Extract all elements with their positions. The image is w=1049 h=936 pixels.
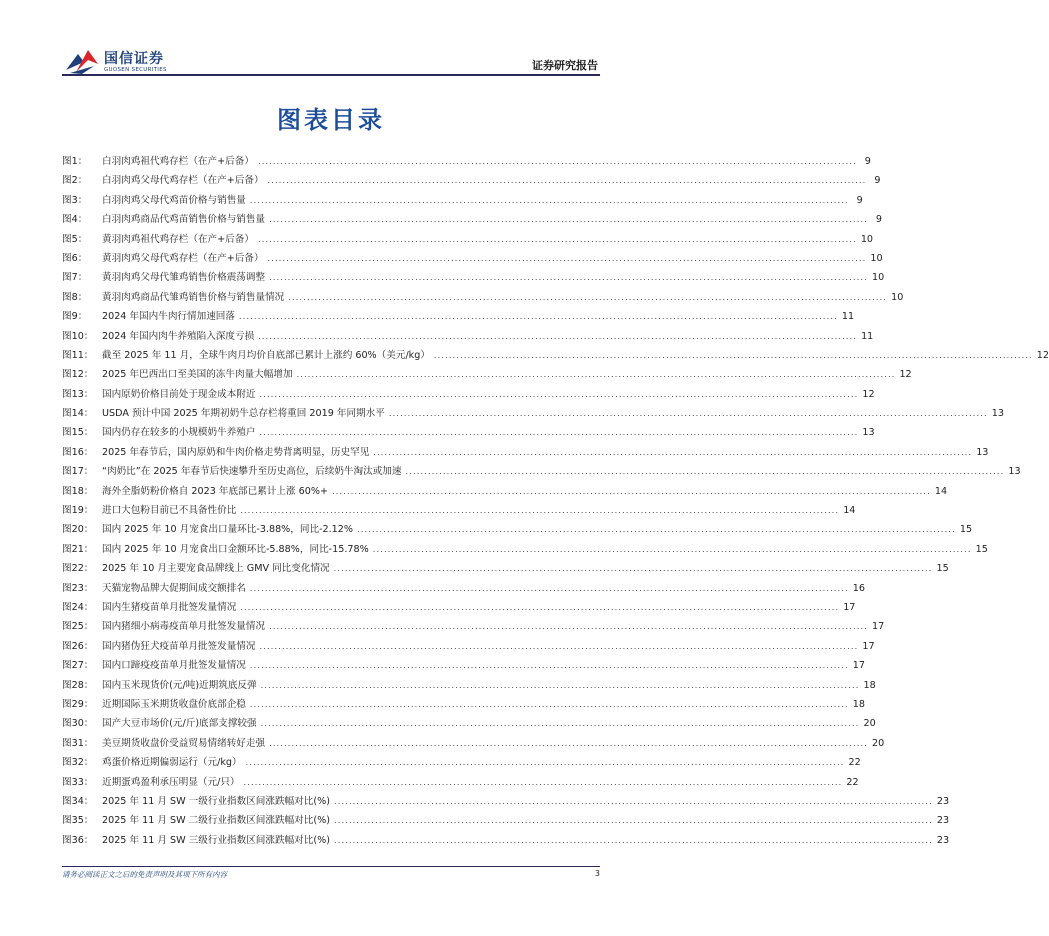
toc-entry[interactable] bbox=[62, 541, 988, 560]
figure-number: 图4： bbox=[62, 214, 88, 226]
figure-caption: 国内 2025 年 10 月宠食出口金额环比-5.88%，同比-15.78% bbox=[102, 543, 369, 555]
figure-caption: 2025 年 11 月 SW 二级行业指数区间涨跌幅对比(%) bbox=[102, 815, 330, 827]
dot-leader: ................................................................................................................................................................ bbox=[373, 447, 973, 457]
dot-leader: ................................................................................................................................................................ bbox=[333, 796, 933, 806]
figure-page-number: 16 bbox=[852, 582, 865, 594]
dot-leader: ................................................................................................................................................................ bbox=[249, 661, 849, 671]
dot-leader: ................................................................................................................................................................ bbox=[249, 195, 849, 205]
figure-page-number: 17 bbox=[871, 621, 885, 633]
figure-number: 图21： bbox=[62, 543, 94, 555]
toc-entry[interactable] bbox=[62, 483, 948, 502]
toc-entry[interactable] bbox=[62, 696, 865, 715]
figure-page-number: 18 bbox=[852, 698, 865, 710]
figure-page-number: 14 bbox=[843, 505, 856, 517]
figure-number: 图17： bbox=[62, 466, 94, 478]
figure-number: 图8： bbox=[62, 291, 88, 303]
toc-entry[interactable] bbox=[62, 366, 912, 385]
toc-entry[interactable] bbox=[62, 328, 874, 347]
toc-entry[interactable] bbox=[62, 153, 871, 172]
toc-entry[interactable] bbox=[62, 269, 885, 288]
dot-leader: ................................................................................................................................................................ bbox=[333, 564, 933, 574]
figure-caption: 国内生猪疫苗单月批签发量情况 bbox=[102, 601, 237, 613]
figure-caption: 2025 年巴西出口至美国的冻牛肉量大幅增加 bbox=[102, 369, 293, 381]
figure-caption: USDA 预计中国 2025 年期初奶牛总存栏将重回 2019 年同期水平 bbox=[102, 408, 385, 420]
dot-leader: ................................................................................................................................................................ bbox=[249, 699, 849, 709]
toc-entry[interactable] bbox=[62, 347, 1049, 366]
figure-caption: 2025 年春节后，国内原奶和牛肉价格走势背离明显，历史罕见 bbox=[102, 446, 370, 458]
toc-entry[interactable] bbox=[62, 444, 989, 463]
toc-entry[interactable] bbox=[62, 677, 876, 696]
figure-page-number: 18 bbox=[863, 679, 876, 691]
figure-caption: 国内 2025 年 10 月宠食出口量环比-3.88%，同比-2.12% bbox=[102, 524, 354, 536]
figure-page-number: 9 bbox=[864, 156, 871, 167]
dot-leader: ................................................................................................................................................................ bbox=[260, 680, 860, 690]
figure-caption: 国产大豆市场价(元/斤)底部支撑较强 bbox=[102, 718, 257, 730]
figure-page-number: 13 bbox=[976, 446, 989, 458]
toc-entry[interactable] bbox=[62, 405, 1004, 424]
dot-leader: ................................................................................................................................................................ bbox=[269, 738, 868, 748]
figure-page-number: 23 bbox=[936, 834, 950, 846]
figure-number: 图24： bbox=[62, 601, 94, 613]
figure-number: 图35： bbox=[62, 815, 94, 827]
figure-page-number: 11 bbox=[861, 330, 874, 342]
dot-leader: ................................................................................................................................................................ bbox=[288, 292, 888, 302]
figure-caption: 美豆期货收盘价受益贸易情绪转好走强 bbox=[102, 737, 266, 749]
dot-leader: ................................................................................................................................................................ bbox=[333, 816, 933, 826]
figure-number: 图2： bbox=[62, 175, 88, 187]
figure-page-number: 10 bbox=[870, 252, 883, 264]
figure-page-number: 13 bbox=[991, 408, 1004, 420]
figure-number: 图11： bbox=[62, 349, 94, 361]
figure-caption: 近期蛋鸡盈利承压明显（元/只） bbox=[102, 776, 240, 788]
dot-leader: ................................................................................................................................................................ bbox=[405, 467, 1005, 477]
figure-page-number: 9 bbox=[856, 194, 863, 206]
dot-leader: ................................................................................................................................................................ bbox=[333, 835, 933, 845]
figure-caption: 国内猪细小病毒疫苗单月批签发量情况 bbox=[102, 621, 266, 633]
figure-number: 图9： bbox=[62, 311, 88, 323]
figure-page-number: 22 bbox=[848, 757, 861, 769]
figure-number: 图16： bbox=[62, 446, 94, 458]
figure-page-number: 15 bbox=[936, 563, 949, 575]
figure-page-number: 22 bbox=[846, 776, 859, 788]
figure-page-number: 20 bbox=[863, 718, 876, 730]
dot-leader: ................................................................................................................................................................ bbox=[257, 234, 857, 244]
figure-caption: 鸡蛋价格近期偏弱运行（元/kg） bbox=[102, 757, 242, 769]
figure-number: 图33： bbox=[62, 776, 94, 788]
toc-entry[interactable] bbox=[62, 774, 859, 793]
figure-caption: 2025 年 11 月 SW 三级行业指数区间涨跌幅对比(%) bbox=[102, 834, 330, 846]
figure-number: 图32： bbox=[62, 757, 94, 769]
toc-entry[interactable] bbox=[62, 192, 863, 211]
company-name-cn: 国信证券 bbox=[104, 51, 164, 67]
dot-leader: ................................................................................................................................................................ bbox=[258, 331, 858, 341]
figure-number: 图20： bbox=[62, 524, 94, 536]
figure-page-number: 12 bbox=[1036, 349, 1049, 361]
toc-entry[interactable] bbox=[62, 250, 883, 269]
toc-entry[interactable] bbox=[62, 521, 973, 540]
dot-leader: ................................................................................................................................................................ bbox=[267, 253, 867, 263]
figure-caption: 2024 年国内牛肉行情加速回落 bbox=[102, 311, 235, 323]
toc-entry[interactable] bbox=[62, 715, 876, 734]
report-type-label: 证券研究报告 bbox=[532, 59, 598, 72]
figure-page-number: 12 bbox=[899, 369, 912, 381]
dot-leader: ................................................................................................................................................................ bbox=[296, 370, 896, 380]
dot-leader: ................................................................................................................................................................ bbox=[259, 428, 859, 438]
toc-entry[interactable] bbox=[62, 599, 856, 618]
figure-number: 图22： bbox=[62, 563, 94, 575]
figure-page-number: 15 bbox=[975, 543, 988, 555]
dot-leader: ................................................................................................................................................................ bbox=[243, 777, 843, 787]
dot-leader: ................................................................................................................................................................ bbox=[357, 525, 956, 535]
figure-caption: 2025 年 11 月 SW 一级行业指数区间涨跌幅对比(%) bbox=[102, 795, 330, 807]
figure-caption: 黄羽肉鸡祖代鸡存栏（在产+后备） bbox=[102, 233, 254, 245]
figure-page-number: 12 bbox=[862, 388, 875, 400]
footer-divider bbox=[62, 866, 600, 867]
figure-number: 图23： bbox=[62, 582, 94, 594]
figure-page-number: 10 bbox=[871, 272, 885, 284]
figure-caption: 白羽肉鸡父母代鸡存栏（在产+后备） bbox=[102, 175, 264, 187]
toc-entry[interactable] bbox=[62, 502, 856, 521]
logo-mark-icon bbox=[64, 46, 100, 76]
figure-page-number: 13 bbox=[862, 427, 875, 439]
figure-page-number: 9 bbox=[875, 214, 882, 226]
figure-caption: 截至 2025 年 11 月，全球牛肉月均价自底部已累计上涨约 60%（美元/kg） bbox=[102, 349, 430, 361]
figure-page-number: 15 bbox=[959, 524, 973, 536]
toc-entry[interactable] bbox=[62, 172, 881, 191]
dot-leader: ................................................................................................................................................................ bbox=[260, 719, 860, 729]
figure-page-number: 20 bbox=[871, 737, 885, 749]
figure-caption: 国内口蹄疫疫苗单月批签发量情况 bbox=[102, 660, 246, 672]
dot-leader: ................................................................................................................................................................ bbox=[240, 602, 840, 612]
figure-page-number: 10 bbox=[860, 233, 874, 245]
toc-entry[interactable] bbox=[62, 308, 855, 327]
dot-leader: ................................................................................................................................................................ bbox=[433, 350, 1033, 360]
figure-page-number: 13 bbox=[1008, 466, 1021, 478]
figure-page-number: 17 bbox=[843, 601, 856, 613]
figure-number: 图26： bbox=[62, 640, 94, 652]
figure-number: 图34： bbox=[62, 795, 94, 807]
figure-number: 图12： bbox=[62, 369, 94, 381]
toc-entry[interactable] bbox=[62, 618, 885, 637]
toc-entry[interactable] bbox=[62, 211, 882, 230]
figure-number: 图29： bbox=[62, 698, 94, 710]
figure-number: 图28： bbox=[62, 679, 94, 691]
figure-page-number: 17 bbox=[862, 640, 875, 652]
figure-page-number: 17 bbox=[852, 660, 865, 672]
figure-number: 图18： bbox=[62, 485, 94, 497]
figure-page-number: 11 bbox=[841, 311, 855, 323]
figure-number: 图13： bbox=[62, 388, 94, 400]
figure-number: 图15： bbox=[62, 427, 94, 439]
dot-leader: ................................................................................................................................................................ bbox=[269, 215, 868, 225]
dot-leader: ................................................................................................................................................................ bbox=[239, 312, 838, 322]
figure-number: 图5： bbox=[62, 233, 88, 245]
figure-caption: 黄羽肉鸡商品代雏鸡销售价格与销售量情况 bbox=[102, 291, 285, 303]
toc-entry[interactable] bbox=[62, 638, 875, 657]
figure-number: 图30： bbox=[62, 718, 94, 730]
figure-caption: 黄羽肉鸡父母代雏鸡销售价格震荡调整 bbox=[102, 272, 266, 284]
company-name-en: GUOSEN SECURITIES bbox=[104, 67, 167, 73]
figure-list bbox=[62, 153, 1049, 851]
dot-leader: ................................................................................................................................................................ bbox=[257, 157, 857, 166]
dot-leader: ................................................................................................................................................................ bbox=[267, 176, 867, 186]
figure-caption: 天猫宠物品牌大促期间成交额排名 bbox=[102, 582, 246, 594]
toc-entry[interactable] bbox=[62, 812, 950, 831]
figure-caption: 国内猪伪狂犬疫苗单月批签发量情况 bbox=[102, 640, 256, 652]
figure-number: 图14： bbox=[62, 408, 94, 420]
page-number: 3 bbox=[594, 869, 600, 878]
figure-number: 图1： bbox=[62, 156, 88, 167]
dot-leader: ................................................................................................................................................................ bbox=[249, 583, 849, 593]
figure-caption: 白羽肉鸡祖代鸡存栏（在产+后备） bbox=[102, 156, 254, 167]
figure-caption: 白羽肉鸡商品代鸡苗销售价格与销售量 bbox=[102, 214, 266, 226]
toc-entry[interactable] bbox=[62, 657, 865, 676]
toc-entry[interactable] bbox=[62, 289, 904, 308]
figure-caption: 进口大包粉目前已不具备性价比 bbox=[102, 505, 237, 517]
figure-caption: “肉奶比”在 2025 年春节后快速攀升至历史高位，后续奶牛淘汰或加速 bbox=[102, 466, 402, 478]
figure-page-number: 14 bbox=[934, 485, 948, 497]
dot-leader: ................................................................................................................................................................ bbox=[372, 544, 972, 554]
page-header bbox=[0, 0, 662, 80]
figure-caption: 国内仍存在较多的小规模奶牛养殖户 bbox=[102, 427, 256, 439]
figure-number: 图27： bbox=[62, 660, 94, 672]
dot-leader: ................................................................................................................................................................ bbox=[259, 641, 859, 651]
toc-entry[interactable] bbox=[62, 793, 950, 812]
figure-caption: 近期国际玉米期货收盘价底部企稳 bbox=[102, 698, 246, 710]
figure-number: 图3： bbox=[62, 194, 88, 206]
toc-entry[interactable] bbox=[62, 463, 1021, 482]
figure-number: 图31： bbox=[62, 737, 94, 749]
dot-leader: ................................................................................................................................................................ bbox=[269, 273, 868, 283]
toc-entry[interactable] bbox=[62, 832, 950, 851]
figure-number: 图25： bbox=[62, 621, 94, 633]
dot-leader: ................................................................................................................................................................ bbox=[388, 409, 988, 419]
toc-entry[interactable] bbox=[62, 735, 885, 754]
figure-caption: 海外全脂奶粉价格自 2023 年底部已累计上涨 60%+ bbox=[102, 485, 329, 497]
dot-leader: ................................................................................................................................................................ bbox=[245, 758, 845, 768]
figure-page-number: 23 bbox=[936, 815, 950, 827]
toc-entry[interactable] bbox=[62, 424, 875, 443]
page-title: 图表目录 bbox=[277, 106, 385, 134]
figure-number: 图19： bbox=[62, 505, 94, 517]
toc-entry[interactable] bbox=[62, 386, 875, 405]
toc-entry[interactable] bbox=[62, 754, 861, 773]
figure-caption: 国内原奶价格目前处于现金成本附近 bbox=[102, 388, 256, 400]
figure-page-number: 10 bbox=[891, 291, 904, 303]
figure-page-number: 9 bbox=[874, 175, 881, 187]
header-divider bbox=[62, 74, 600, 76]
figure-caption: 黄羽肉鸡父母代鸡存栏（在产+后备） bbox=[102, 252, 264, 264]
dot-leader: ................................................................................................................................................................ bbox=[269, 622, 868, 632]
figure-number: 图36： bbox=[62, 834, 94, 846]
footer-disclaimer: 请务必阅读正文之后的免责声明及其项下所有内容 bbox=[62, 870, 227, 879]
figure-caption: 白羽肉鸡父母代鸡苗价格与销售量 bbox=[102, 194, 246, 206]
toc-entry[interactable] bbox=[62, 560, 949, 579]
figure-number: 图6： bbox=[62, 252, 88, 264]
figure-page-number: 23 bbox=[936, 795, 950, 807]
toc-entry[interactable] bbox=[62, 580, 865, 599]
figure-caption: 2025 年 10 月主要宠食品牌线上 GMV 同比变化情况 bbox=[102, 563, 330, 575]
toc-entry[interactable] bbox=[62, 231, 874, 250]
figure-caption: 2024 年国内肉牛养殖陷入深度亏损 bbox=[102, 330, 255, 342]
dot-leader: ................................................................................................................................................................ bbox=[332, 486, 931, 496]
figure-caption: 国内玉米现货价(元/吨)近期筑底反弹 bbox=[102, 679, 257, 691]
figure-number: 图10： bbox=[62, 330, 94, 342]
dot-leader: ................................................................................................................................................................ bbox=[240, 506, 840, 516]
figure-number: 图7： bbox=[62, 272, 88, 284]
dot-leader: ................................................................................................................................................................ bbox=[259, 389, 859, 399]
